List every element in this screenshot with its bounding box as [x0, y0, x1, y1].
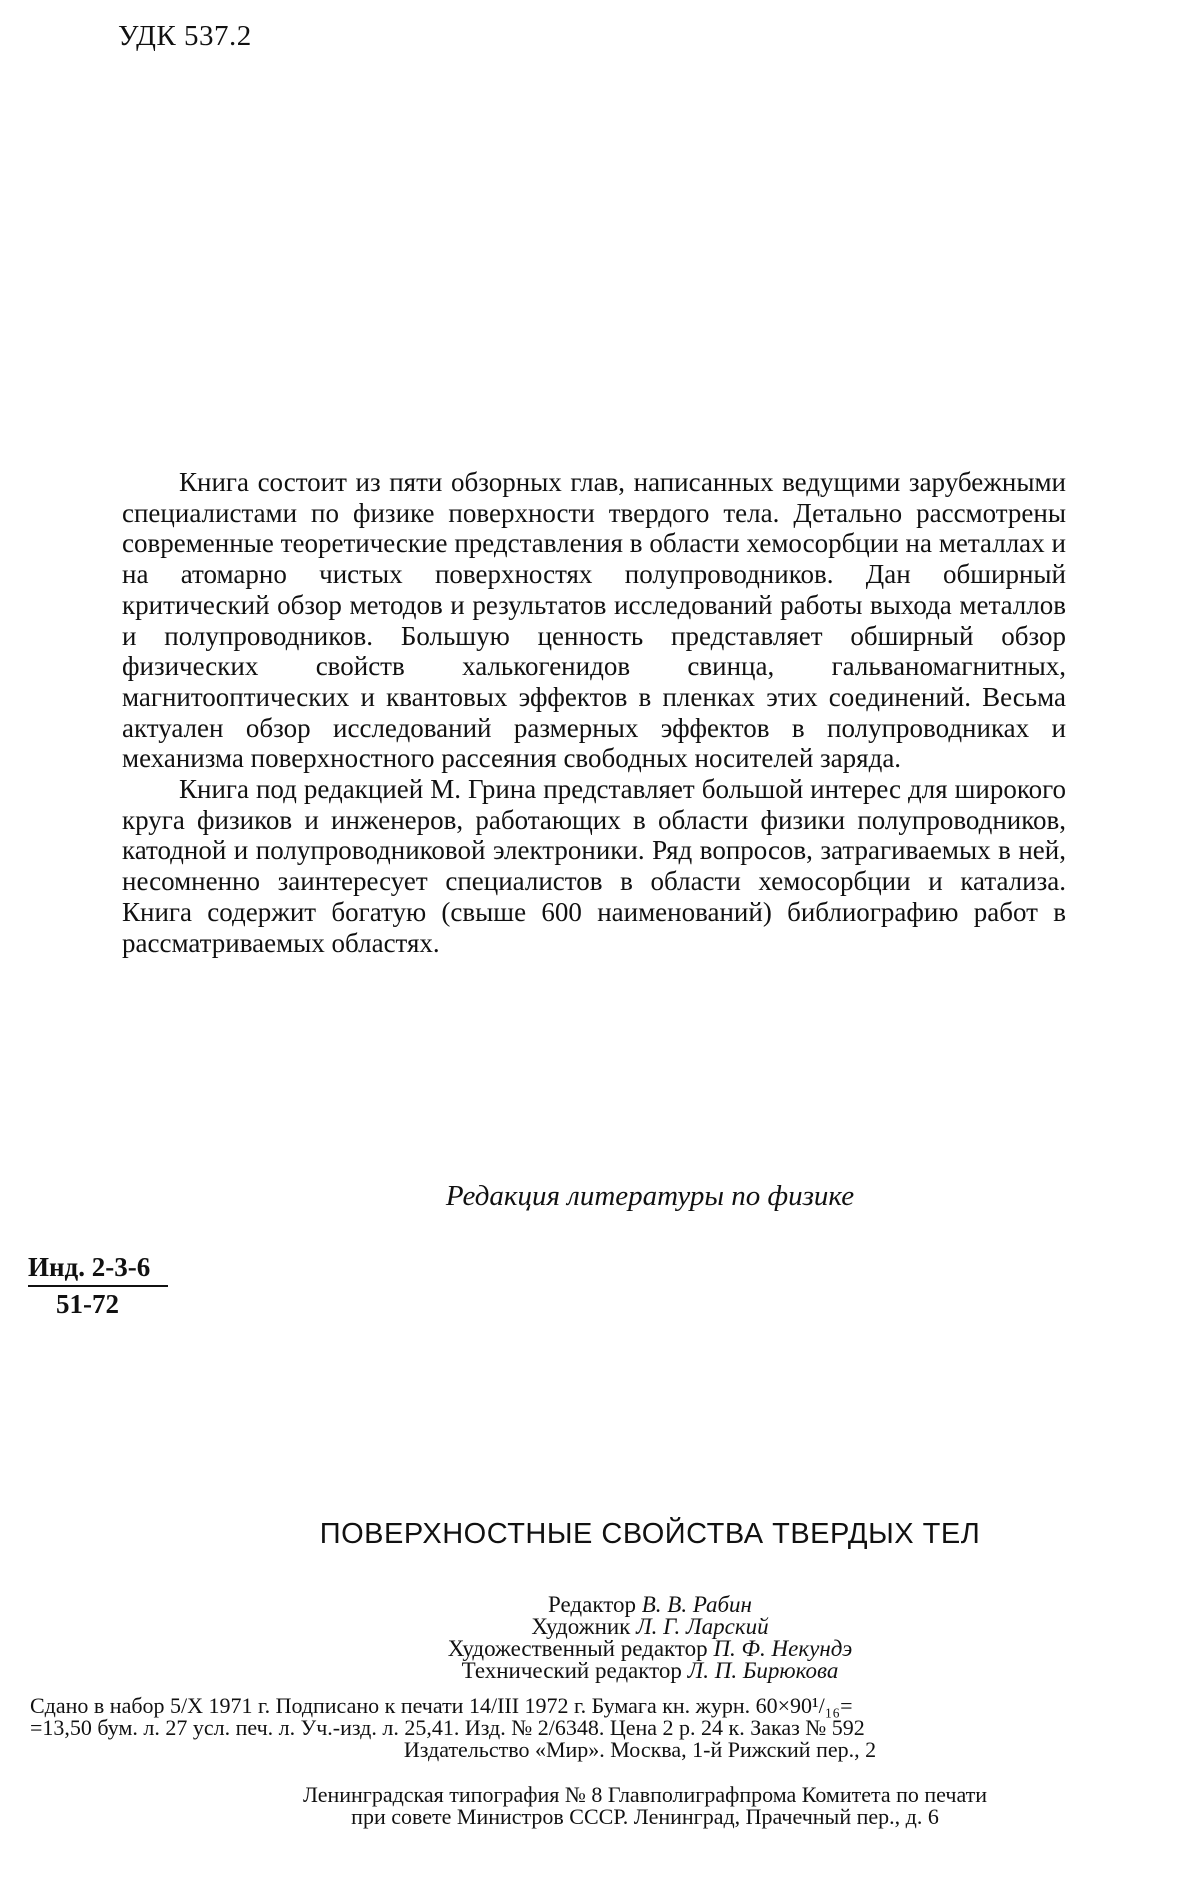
- index-numerator: Инд. 2-3-6: [28, 1252, 168, 1287]
- book-title: ПОВЕРХНОСТНЫЕ СВОЙСТВА ТВЕРДЫХ ТЕЛ: [319, 1518, 981, 1550]
- credit-line-tech-editor: [100, 1660, 1200, 1682]
- printing-line-1: Ленинградская типография № 8 Главполиграфпрома Комитета по печати: [302, 1782, 988, 1807]
- printing-house-block: [0, 1784, 1200, 1828]
- credit-role: Художественный редактор: [447, 1636, 708, 1661]
- udk-code: УДК 537.2: [118, 20, 252, 52]
- credit-role: Художник: [531, 1614, 631, 1639]
- credit-name: Л. П. Бирюкова: [687, 1658, 839, 1683]
- imprint-line-2: =13,50 бум. л. 27 усл. печ. л. Уч.-изд. л. 25,41. Изд. № 2/6348. Цена 2 р. 24 к. Заказ № 592: [30, 1715, 865, 1740]
- printing-line-2: при совете Министров СССР. Ленинград, Прачечный пер., д. 6: [351, 1804, 939, 1829]
- credits-block: [0, 1594, 1200, 1682]
- book-annotation: [122, 467, 1066, 958]
- credit-line-art-editor: [100, 1638, 1200, 1660]
- imprint-line-1: Сдано в набор 5/X 1971 г. Подписано к печати 14/III 1972 г. Бумага кн. журн. 60×90¹/₁₆=: [30, 1693, 853, 1718]
- index-denominator: 51-72: [56, 1289, 119, 1319]
- credit-name: П. Ф. Некундэ: [713, 1636, 853, 1661]
- imprint-block: [30, 1695, 1170, 1761]
- imprint-line-3: Издательство «Мир». Москва, 1-й Рижский пер., 2: [403, 1737, 877, 1762]
- annotation-paragraph-2: Книга под редакцией М. Грина представляет большой интерес для широкого круга физиков и инженеров, работающих в области физики полупроводников, катодной и полупроводниковой электроники. Ряд вопросов, затрагиваемых в ней, несомненно заинтересует специалистов в области хемосорбции и катализа. Книга содержит богатую (свыше 600 наименований) библиографию работ в рассматриваемых областях.: [122, 774, 1066, 958]
- editorial-board: Редакция литературы по физике: [445, 1180, 855, 1212]
- credit-line-editor: [100, 1594, 1200, 1616]
- credit-name: Л. Г. Ларский: [636, 1614, 769, 1639]
- credit-line-artist: [100, 1616, 1200, 1638]
- credit-role: Редактор: [548, 1592, 636, 1617]
- annotation-paragraph-1: Книга состоит из пяти обзорных глав, написанных ведущими зарубежными специалистами по физике поверхности твердого тела. Детально рассмотрены современные теоретические представления в области хемосорбции на металлах и на атомарно чистых поверхностях полупроводников. Дан обширный критический обзор методов и результатов исследований работы выхода металлов и полупроводников. Большую ценность представляет обширный обзор физических свойств халькогенидов свинца, гальваномагнитных, магнитооптических и квантовых эффектов в пленках этих соединений. Весьма актуален обзор исследований размерных эффектов в полупроводниках и механизма поверхностного рассеяния свободных носителей заряда.: [122, 467, 1066, 774]
- credit-role: Технический редактор: [461, 1658, 682, 1683]
- publication-index: [28, 1252, 168, 1320]
- credit-name: В. В. Рабин: [641, 1592, 752, 1617]
